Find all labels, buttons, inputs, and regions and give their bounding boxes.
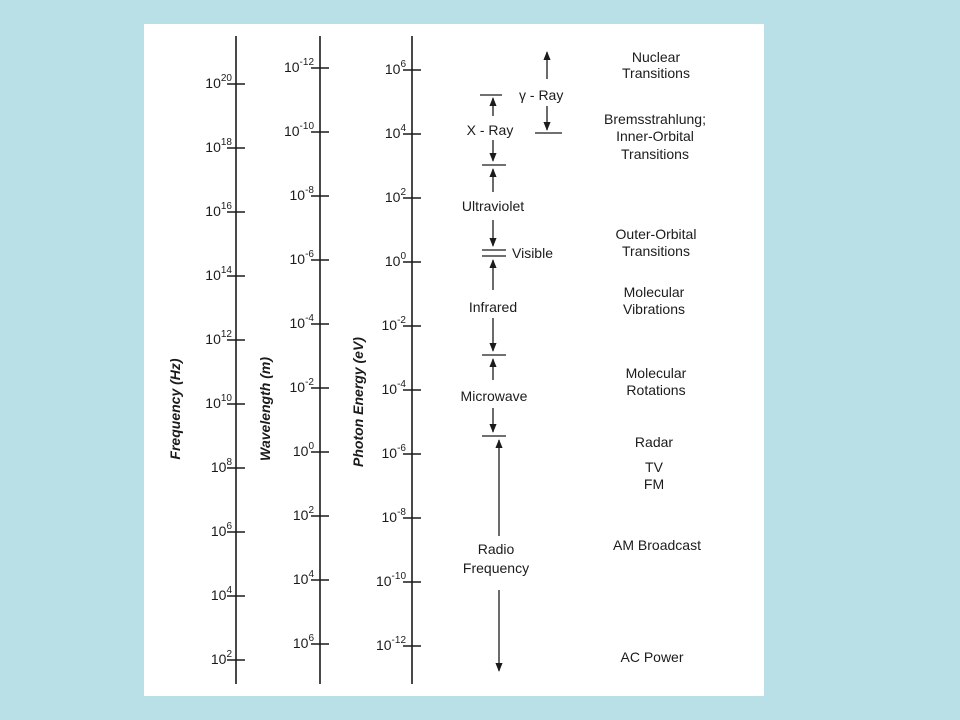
- radar-label: Radar: [634, 434, 674, 450]
- wavelength-tick-label: $10^{-10}$: [283, 121, 314, 139]
- frequency-ticks: [205, 73, 245, 667]
- wavelength-tick-label: $10^2$: [292, 505, 314, 523]
- energy-tick-label: $10^{-12}$: [375, 635, 406, 653]
- wavelength-tick-label: $10^4$: [292, 569, 314, 587]
- ac-power-label: AC Power: [620, 649, 684, 665]
- fm-label: FM: [643, 476, 665, 492]
- nuclear-transitions-line1: Nuclear: [631, 49, 681, 65]
- frequency-tick-label: $10^{16}$: [205, 201, 232, 219]
- radio-label-line1: Radio: [477, 541, 515, 557]
- nuclear-transitions-line2: Transitions: [622, 65, 690, 81]
- energy-axis-title: Photon Energy (eV): [350, 337, 366, 467]
- wavelength-tick-label: $10^6$: [292, 633, 314, 651]
- energy-ticks: [376, 59, 421, 653]
- transition-labels: [604, 49, 706, 665]
- wavelength-axis-title: Wavelength (m): [257, 357, 273, 461]
- frequency-tick-label: $10^{12}$: [205, 329, 232, 347]
- frequency-tick-label: $10^{10}$: [205, 393, 232, 411]
- band-bars: [461, 52, 564, 671]
- molecular-vibrations-line2: Vibrations: [622, 301, 686, 317]
- wavelength-tick-label: $10^{-6}$: [289, 249, 314, 267]
- ultraviolet-label: Ultraviolet: [461, 198, 525, 214]
- energy-tick-label: $10^2$: [384, 187, 406, 205]
- energy-tick-label: $10^{-8}$: [381, 507, 406, 525]
- energy-tick-label: $10^0$: [384, 251, 406, 269]
- energy-tick-label: $10^4$: [384, 123, 406, 141]
- energy-tick-label: $10^{-4}$: [381, 379, 406, 397]
- frequency-axis-title: Frequency (Hz): [167, 358, 183, 460]
- wavelength-tick-label: $10^0$: [292, 441, 314, 459]
- wavelength-ticks: [284, 57, 329, 651]
- wavelength-tick-label: $10^{-2}$: [289, 377, 314, 395]
- radio-label-line2: Frequency: [462, 560, 530, 576]
- spectrum-figure: [144, 24, 764, 696]
- frequency-tick-label: $10^{20}$: [205, 73, 232, 91]
- microwave-label: Microwave: [460, 388, 528, 404]
- frequency-tick-label: $10^2$: [210, 649, 232, 667]
- inner-orbital-line1: Bremsstrahlung;: [604, 111, 706, 127]
- molecular-vibrations-line1: Molecular: [623, 284, 685, 300]
- frequency-tick-label: $10^4$: [210, 585, 232, 603]
- visible-label: Visible: [512, 245, 553, 261]
- frequency-tick-label: $10^8$: [210, 457, 232, 475]
- outer-orbital-line1: Outer-Orbital: [615, 226, 697, 242]
- inner-orbital-line3: Transitions: [621, 146, 689, 162]
- energy-tick-label: $10^{-2}$: [381, 315, 406, 333]
- molecular-rotations-line2: Rotations: [626, 382, 686, 398]
- frequency-tick-label: $10^{18}$: [205, 137, 232, 155]
- wavelength-tick-label: $10^{-8}$: [289, 185, 314, 203]
- molecular-rotations-line1: Molecular: [625, 365, 687, 381]
- energy-tick-label: $10^{-10}$: [375, 571, 406, 589]
- energy-tick-label: $10^{-6}$: [381, 443, 406, 461]
- frequency-tick-label: $10^6$: [210, 521, 232, 539]
- spectrum-diagram: [144, 24, 764, 696]
- am-broadcast-label: AM Broadcast: [613, 537, 701, 553]
- tv-label: TV: [645, 459, 663, 475]
- gamma-ray-label: γ - Ray: [519, 87, 564, 103]
- energy-tick-label: $10^6$: [384, 59, 406, 77]
- outer-orbital-line2: Transitions: [622, 243, 690, 259]
- frequency-tick-label: $10^{14}$: [205, 265, 232, 283]
- xray-label: X - Ray: [466, 122, 514, 138]
- wavelength-tick-label: $10^{-12}$: [283, 57, 314, 75]
- inner-orbital-line2: Inner-Orbital: [616, 128, 694, 144]
- infrared-label: Infrared: [468, 299, 518, 315]
- wavelength-tick-label: $10^{-4}$: [289, 313, 314, 331]
